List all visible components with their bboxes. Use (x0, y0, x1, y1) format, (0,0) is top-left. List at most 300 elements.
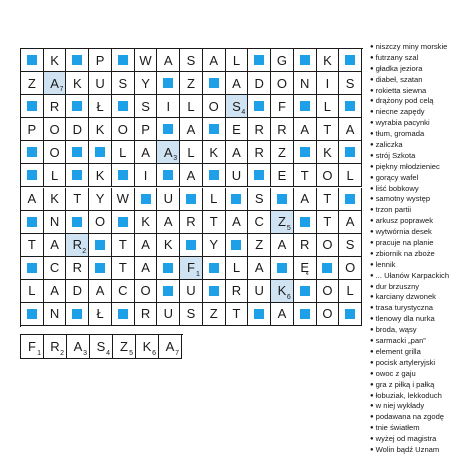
letter-cell (135, 164, 158, 187)
black-cell (271, 188, 294, 211)
cell-letter: R (277, 121, 287, 137)
black-square (72, 101, 82, 111)
cell-letter: L (187, 98, 195, 114)
letter-cell (248, 141, 271, 164)
letter-cell (203, 141, 226, 164)
cell-letter: Z (209, 306, 218, 322)
letter-cell (203, 95, 226, 118)
clue-item: ● tłum, gromada (370, 129, 472, 140)
letter-cell (271, 164, 294, 187)
cell-letter: O (322, 167, 333, 183)
clue-item: ● samotny występ (370, 194, 472, 205)
cell-letter: S (345, 237, 355, 253)
cell-letter: O (49, 121, 60, 137)
black-square (141, 194, 151, 204)
black-square (345, 309, 355, 319)
letter-cell (157, 49, 180, 72)
cell-letter: A (232, 144, 241, 160)
clue-item: ● podawana na zgodę (370, 412, 472, 423)
black-cell (21, 141, 44, 164)
letter-cell (339, 257, 362, 280)
marked-letter-cell (271, 211, 294, 234)
cell-letter: A (300, 121, 309, 137)
answer-letter: F (28, 339, 36, 354)
letter-cell (89, 188, 112, 211)
letter-cell (317, 211, 340, 234)
cell-letter: A (163, 144, 173, 160)
cell-letter: O (117, 121, 128, 137)
clue-item: ● ... Ułanów Karpackich (370, 271, 472, 282)
letter-cell (112, 141, 135, 164)
cell-letter: L (232, 260, 241, 276)
black-square (163, 124, 173, 134)
black-cell (203, 72, 226, 95)
answer-cell (44, 335, 67, 359)
letter-cell (294, 72, 317, 95)
black-square (209, 124, 219, 134)
black-square (163, 286, 173, 296)
cell-letter: O (322, 306, 333, 322)
clue-item: ● łobuziak, lekkoduch (370, 391, 472, 402)
letter-cell (89, 303, 112, 326)
answer-cell (136, 335, 159, 359)
black-square (95, 147, 105, 157)
cell-letter: C (254, 214, 264, 230)
letter-cell (89, 164, 112, 187)
black-square (95, 240, 105, 250)
cell-letter: Ł (96, 306, 104, 322)
letter-cell (135, 95, 158, 118)
black-square (231, 240, 241, 250)
black-square (118, 309, 128, 319)
letter-cell (112, 234, 135, 257)
cell-number: 3 (173, 155, 178, 163)
black-cell (89, 257, 112, 280)
letter-cell (203, 49, 226, 72)
cell-letter: T (118, 237, 127, 253)
cell-letter: A (277, 237, 287, 253)
clue-item: ● gładka jeziora (370, 64, 472, 75)
letter-cell (339, 211, 362, 234)
clue-item: ● niecne zapędy (370, 107, 472, 118)
answer-letter: R (50, 339, 60, 354)
clue-item: ● tlenowy dla nurka (370, 314, 472, 325)
black-cell (66, 141, 89, 164)
answer-cell (113, 335, 136, 359)
marked-letter-cell (226, 95, 249, 118)
cell-letter: A (186, 121, 196, 137)
cell-letter: A (186, 167, 196, 183)
letter-cell (135, 280, 158, 303)
letter-cell (44, 303, 67, 326)
black-square (345, 55, 355, 65)
letter-cell (135, 211, 158, 234)
cell-letter: S (118, 75, 128, 91)
letter-cell (180, 49, 203, 72)
cell-letter: L (28, 283, 36, 299)
clue-item: ● diabeł, szatan (370, 75, 472, 86)
letter-cell (271, 234, 294, 257)
cell-number: 4 (241, 109, 246, 117)
black-cell (294, 303, 317, 326)
letter-cell (135, 72, 158, 95)
letter-cell (89, 72, 112, 95)
clue-item: ● piękny młodzieniec (370, 162, 472, 173)
cell-letter: A (141, 144, 150, 160)
answer-cell (67, 335, 90, 359)
answer-letter: S (96, 339, 106, 354)
black-square (163, 263, 173, 273)
black-square (118, 170, 128, 180)
answer-number: 3 (83, 350, 87, 357)
answer-number: 5 (129, 350, 133, 357)
clue-item: ● futrzany szal (370, 53, 472, 64)
letter-cell (339, 234, 362, 257)
black-square (345, 147, 355, 157)
black-cell (135, 188, 158, 211)
black-cell (226, 234, 249, 257)
cell-letter: T (323, 214, 332, 230)
letter-cell (157, 303, 180, 326)
clue-item: ● broda, wąsy (370, 325, 472, 336)
crossword-grid (20, 48, 363, 327)
letter-cell (248, 234, 271, 257)
letter-cell (44, 188, 67, 211)
cell-letter: A (50, 75, 59, 91)
cell-letter: L (232, 52, 241, 68)
cell-letter: K (95, 121, 105, 137)
letter-cell (317, 234, 340, 257)
marked-letter-cell (157, 141, 180, 164)
cell-letter: K (72, 75, 82, 91)
letter-cell (66, 257, 89, 280)
cell-number: 5 (286, 224, 291, 232)
clue-item: ● owoc z gaju (370, 369, 472, 380)
black-cell (66, 49, 89, 72)
clue-item: ● pracuje na planie (370, 238, 472, 249)
letter-cell (135, 234, 158, 257)
letter-cell (226, 118, 249, 141)
black-square (163, 78, 173, 88)
clue-item: ● gorący wafel (370, 173, 472, 184)
clue-item: ● drążony pod celą (370, 96, 472, 107)
letter-cell (226, 211, 249, 234)
black-square (27, 217, 37, 227)
cell-letter: N (49, 214, 60, 230)
letter-cell (21, 280, 44, 303)
cell-letter: O (345, 260, 356, 276)
black-square (27, 170, 37, 180)
letter-cell (339, 72, 362, 95)
cell-letter: O (140, 283, 151, 299)
black-cell (226, 188, 249, 211)
cell-letter: F (187, 260, 195, 276)
letter-cell (226, 280, 249, 303)
letter-cell (44, 211, 67, 234)
cell-number: 1 (195, 270, 200, 278)
cell-letter: I (325, 75, 330, 91)
letter-cell (339, 280, 362, 303)
black-square (186, 240, 196, 250)
cell-letter: L (50, 167, 59, 183)
clue-item: ● strój Szkota (370, 151, 472, 162)
cell-number: 2 (82, 247, 87, 255)
clue-item: ● wyrabia pacynki (370, 118, 472, 129)
clue-item: ● element grilla (370, 347, 472, 358)
black-cell (157, 118, 180, 141)
cell-letter: R (72, 237, 83, 253)
black-square (27, 147, 37, 157)
cell-letter: P (95, 52, 105, 68)
black-square (254, 309, 264, 319)
black-square (118, 101, 128, 111)
cell-letter: A (163, 52, 173, 68)
cell-letter: A (300, 191, 309, 207)
black-cell (21, 95, 44, 118)
clue-item: ● liść bobkowy (370, 184, 472, 195)
letter-cell (317, 118, 340, 141)
cell-letter: K (50, 191, 59, 207)
letter-cell (157, 211, 180, 234)
black-square (72, 309, 82, 319)
black-square (118, 217, 128, 227)
letter-cell (157, 234, 180, 257)
clue-item: ● karciany dzwonek (370, 292, 472, 303)
black-square (300, 147, 310, 157)
letter-cell (317, 280, 340, 303)
cell-letter: A (209, 52, 219, 68)
black-cell (203, 257, 226, 280)
cell-letter: O (322, 237, 333, 253)
cell-letter: U (95, 75, 105, 91)
letter-cell (89, 280, 112, 303)
cell-letter: E (277, 167, 287, 183)
black-square (27, 55, 37, 65)
letter-cell (317, 164, 340, 187)
clue-list (370, 42, 472, 456)
letter-cell (294, 118, 317, 141)
marked-letter-cell (271, 280, 294, 303)
cell-letter: S (232, 98, 241, 114)
marked-letter-cell (66, 234, 89, 257)
cell-letter: R (254, 144, 264, 160)
letter-cell (180, 141, 203, 164)
letter-cell (248, 257, 271, 280)
black-cell (89, 141, 112, 164)
black-square (277, 194, 287, 204)
black-cell (66, 303, 89, 326)
cell-letter: T (300, 167, 309, 183)
letter-cell (180, 303, 203, 326)
cell-letter: Y (95, 191, 105, 207)
black-square (345, 101, 355, 111)
cell-letter: Z (255, 237, 264, 253)
clue-item: ● w niej wykłady (370, 401, 472, 412)
black-cell (339, 95, 362, 118)
cell-letter: K (95, 167, 105, 183)
black-cell (21, 164, 44, 187)
letter-cell (112, 72, 135, 95)
cell-letter: S (254, 191, 264, 207)
black-square (72, 170, 82, 180)
clue-item: ● pocisk artyleryjski (370, 358, 472, 369)
cell-letter: F (277, 98, 286, 114)
letter-cell (157, 95, 180, 118)
cell-letter: N (299, 75, 310, 91)
letter-cell (226, 257, 249, 280)
letter-cell (248, 211, 271, 234)
letter-cell (294, 257, 317, 280)
answer-number: 7 (175, 350, 179, 357)
letter-cell (89, 211, 112, 234)
black-cell (339, 141, 362, 164)
letter-cell (21, 118, 44, 141)
clue-item: ● niszczy miny morskie (370, 42, 472, 53)
letter-cell (226, 164, 249, 187)
letter-cell (317, 49, 340, 72)
cell-letter: C (49, 260, 60, 276)
cell-letter: T (232, 306, 241, 322)
black-cell (180, 188, 203, 211)
cell-letter: A (50, 283, 59, 299)
cell-letter: A (232, 214, 241, 230)
letter-cell (317, 303, 340, 326)
cell-letter: K (323, 52, 332, 68)
letter-cell (317, 95, 340, 118)
cell-letter: T (73, 191, 82, 207)
cell-letter: I (166, 98, 171, 114)
letter-cell (89, 95, 112, 118)
cell-letter: T (27, 237, 36, 253)
letter-cell (44, 49, 67, 72)
black-cell (89, 234, 112, 257)
black-cell (294, 141, 317, 164)
black-square (72, 55, 82, 65)
black-cell (248, 49, 271, 72)
cell-letter: K (50, 52, 59, 68)
letter-cell (112, 280, 135, 303)
cell-letter: A (141, 237, 150, 253)
cell-letter: K (277, 283, 287, 299)
black-square (300, 217, 310, 227)
letter-cell (203, 211, 226, 234)
cell-letter: Z (27, 75, 36, 91)
letter-cell (226, 72, 249, 95)
clue-item: ● sarmacki „pan” (370, 336, 472, 347)
cell-letter: L (346, 167, 354, 183)
black-square (231, 194, 241, 204)
cell-letter: A (277, 306, 287, 322)
letter-cell (226, 141, 249, 164)
answer-cell (90, 335, 113, 359)
black-cell (248, 303, 271, 326)
cell-letter: D (72, 121, 83, 137)
letter-cell (44, 234, 67, 257)
black-cell (339, 188, 362, 211)
cell-letter: Y (209, 237, 219, 253)
black-square (209, 78, 219, 88)
cell-letter: L (119, 144, 127, 160)
black-cell (157, 280, 180, 303)
black-square (300, 286, 310, 296)
cell-letter: D (254, 75, 264, 91)
letter-cell (203, 303, 226, 326)
black-square (209, 286, 219, 296)
answer-cell (21, 335, 44, 359)
clue-item: ● wytwórnia desek (370, 227, 472, 238)
black-cell (294, 95, 317, 118)
letter-cell (271, 118, 294, 141)
black-cell (157, 164, 180, 187)
clue-item: ● rokietta siewna (370, 86, 472, 97)
cell-letter: Z (277, 144, 286, 160)
letter-cell (66, 72, 89, 95)
black-cell (339, 303, 362, 326)
letter-cell (135, 141, 158, 164)
black-square (300, 101, 310, 111)
black-cell (66, 164, 89, 187)
cell-letter: S (186, 306, 196, 322)
cell-letter: U (254, 283, 264, 299)
black-cell (66, 95, 89, 118)
cell-letter: L (346, 283, 354, 299)
black-cell (66, 211, 89, 234)
letter-cell (44, 164, 67, 187)
cell-number: 6 (286, 293, 291, 301)
cell-letter: A (141, 260, 150, 276)
clue-item: ● dur brzuszny (370, 282, 472, 293)
answer-number: 4 (106, 350, 110, 357)
cell-letter: T (209, 214, 218, 230)
letter-cell (317, 141, 340, 164)
black-cell (339, 49, 362, 72)
clue-item: ● wyżej od magistra (370, 434, 472, 445)
cell-letter: C (118, 283, 128, 299)
cell-letter: K (323, 144, 332, 160)
black-square (254, 170, 264, 180)
black-square (254, 55, 264, 65)
black-cell (112, 49, 135, 72)
letter-cell (66, 188, 89, 211)
letter-cell (180, 95, 203, 118)
cell-letter: P (27, 121, 37, 137)
cell-letter: Ł (96, 98, 104, 114)
cell-letter: R (299, 237, 310, 253)
black-square (118, 55, 128, 65)
cell-letter: S (345, 75, 355, 91)
cell-letter: R (49, 98, 60, 114)
cell-letter: E (232, 121, 241, 137)
black-cell (248, 164, 271, 187)
answer-cell (159, 335, 182, 359)
black-cell (271, 257, 294, 280)
black-square (277, 263, 287, 273)
answer-letter: K (142, 339, 152, 354)
letter-cell (271, 95, 294, 118)
cell-letter: Y (141, 75, 150, 91)
letter-cell (21, 72, 44, 95)
black-cell (203, 118, 226, 141)
letter-cell (180, 72, 203, 95)
black-cell (157, 257, 180, 280)
black-square (27, 309, 37, 319)
letter-cell (248, 280, 271, 303)
letter-cell (44, 118, 67, 141)
cell-letter: T (323, 191, 332, 207)
marked-letter-cell (44, 72, 67, 95)
answer-letter: A (165, 339, 175, 354)
answer-row (20, 334, 183, 359)
